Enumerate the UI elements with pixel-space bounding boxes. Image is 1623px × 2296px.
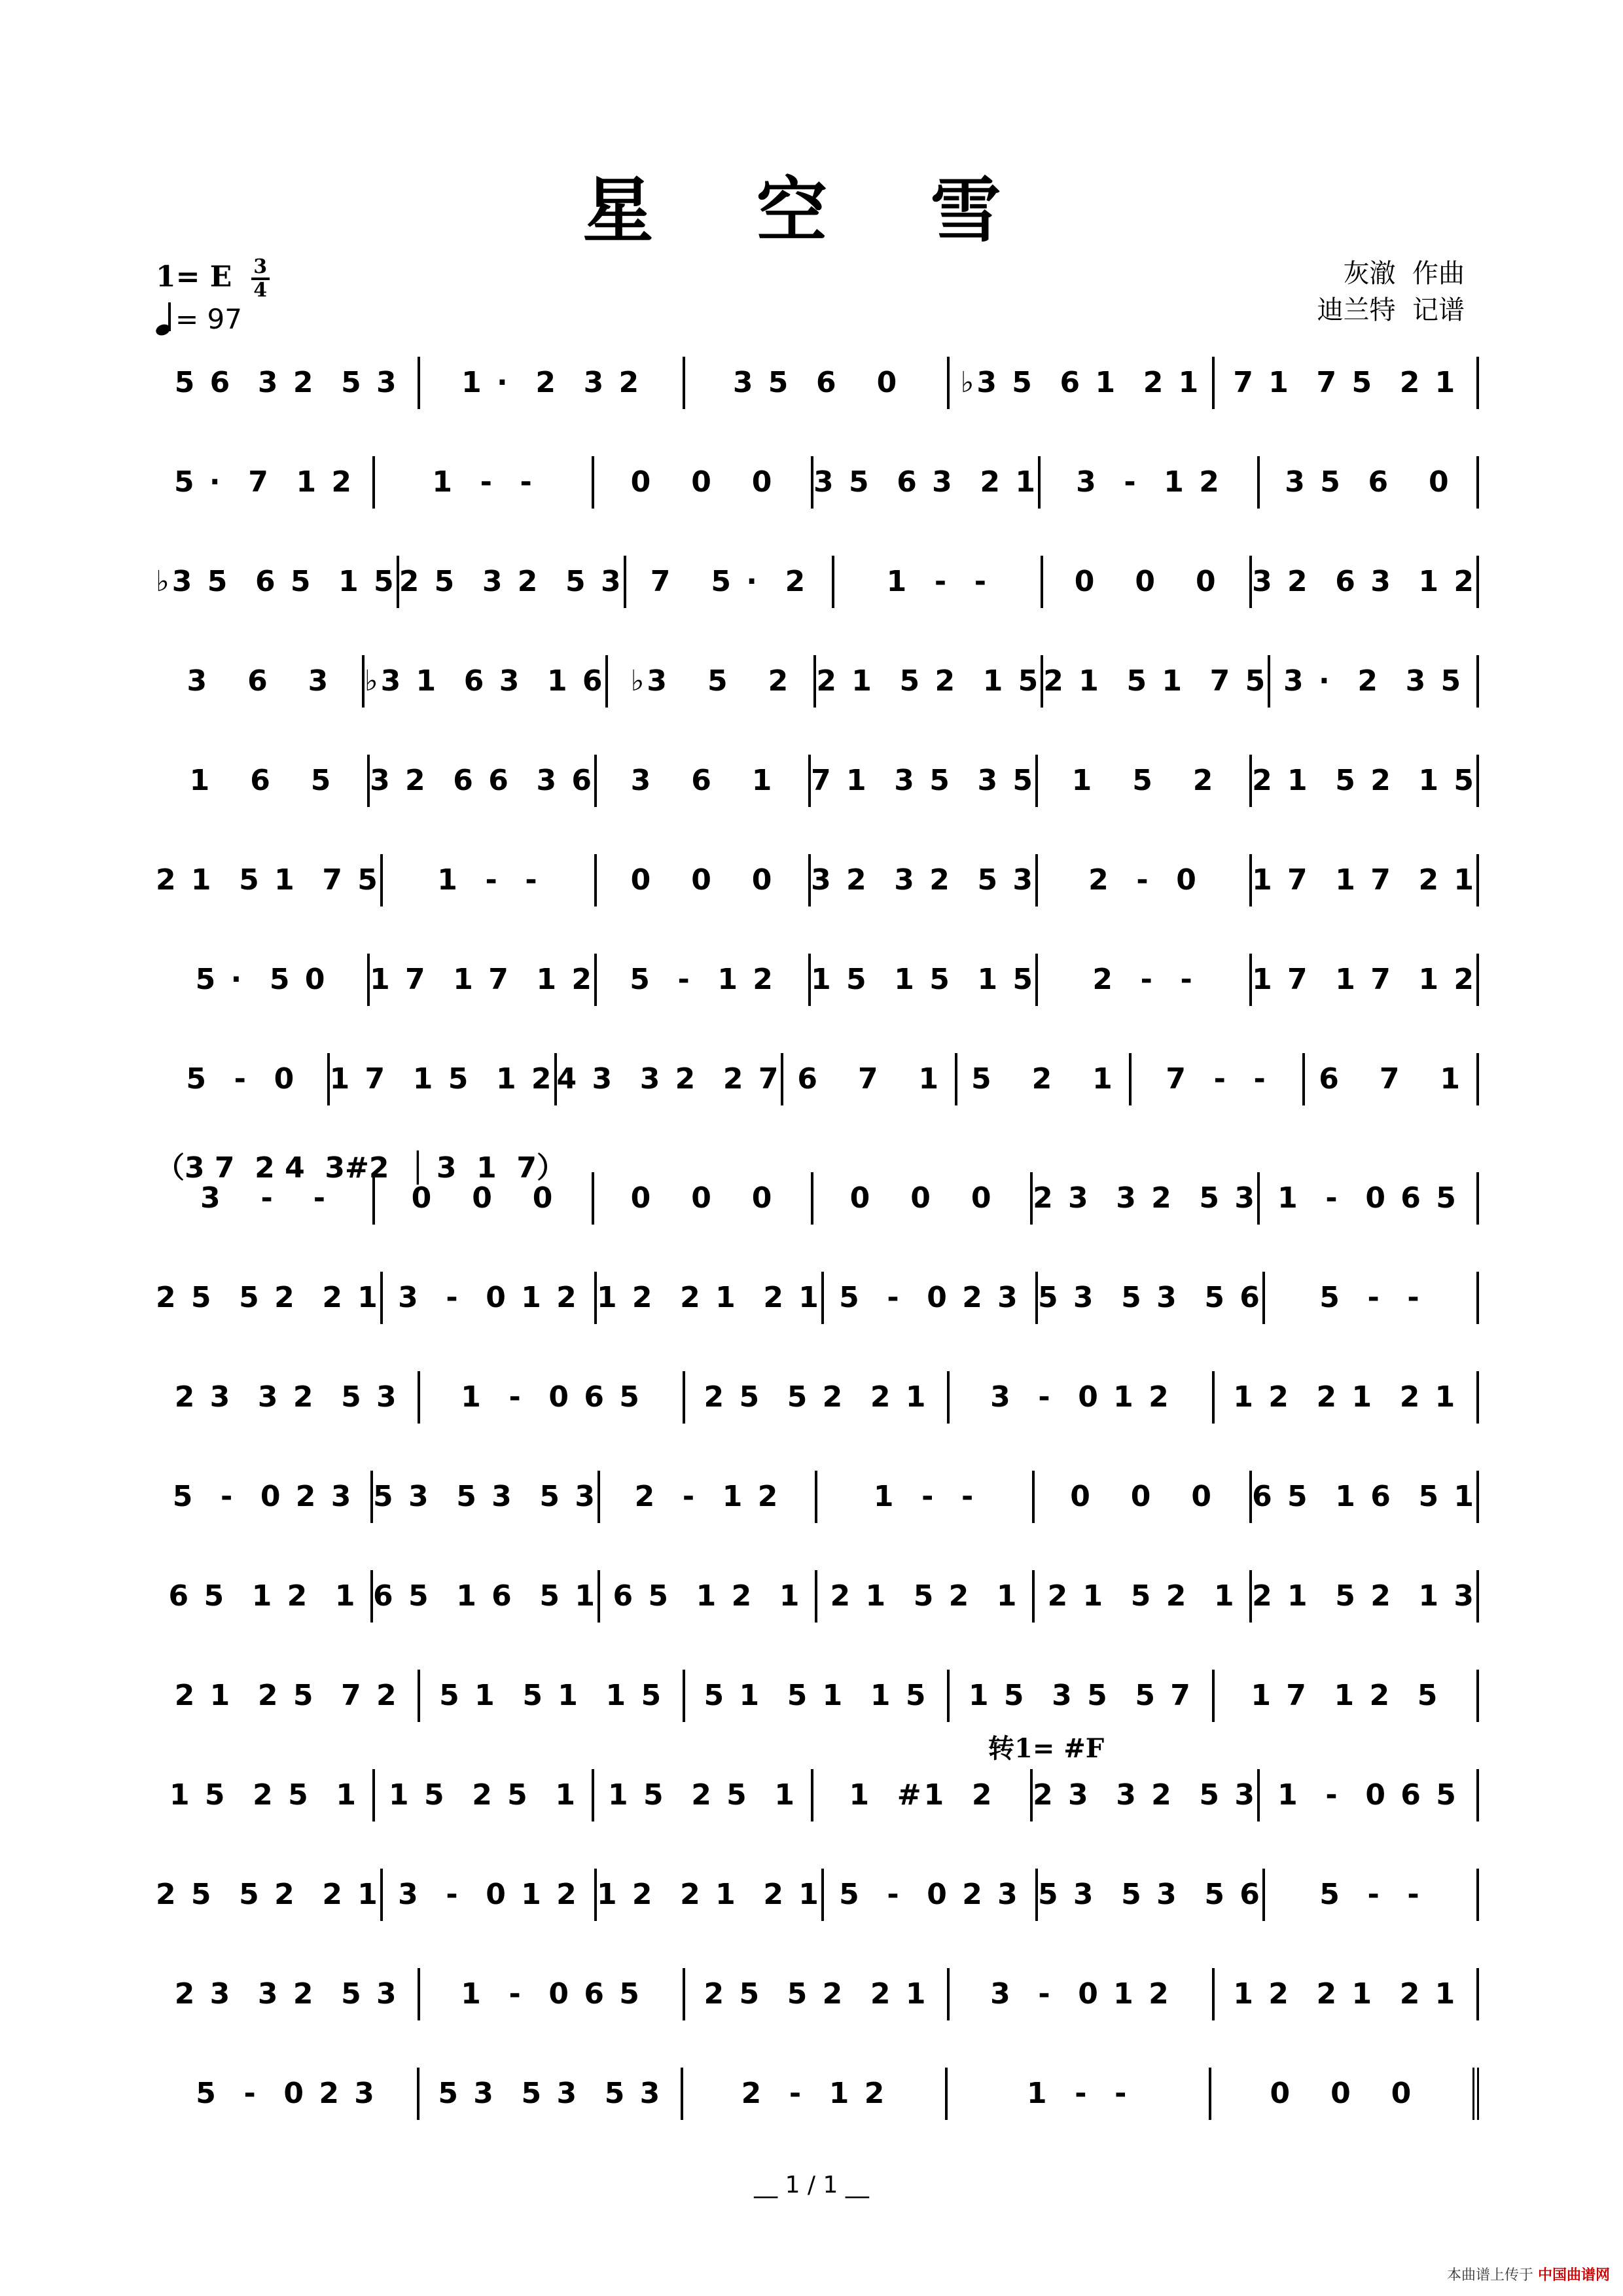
score-line: [156, 1670, 1479, 1722]
footer-text: 本曲谱上传于: [1446, 2267, 1533, 2284]
score-line-text: [156, 2068, 1479, 2120]
measure: 5 6 3 2 5 3: [156, 357, 420, 409]
score-line: [156, 1272, 1479, 1324]
score-line-text: [156, 1670, 1479, 1722]
measure: 5 · 5 0: [156, 954, 370, 1006]
footer-site: 中国曲谱网: [1537, 2267, 1610, 2284]
score-line: [156, 456, 1479, 509]
key-signature: [156, 257, 270, 301]
measure: 3 - 0 1 2: [383, 1869, 597, 1921]
measure: 1 - 0 6 5: [420, 1371, 685, 1424]
score-line: [156, 556, 1479, 608]
measure: 2 3 3 2 5 3: [1033, 1172, 1260, 1225]
measure: 5 3 5 3 5 3: [419, 2068, 683, 2120]
measure: 1 5 1 5 1 5: [811, 954, 1038, 1006]
measure: 5 1 5 1 1 5: [685, 1670, 950, 1722]
measure: 3 5 6 3 2 1: [813, 456, 1041, 509]
measure: 1 · 2 3 2: [420, 357, 685, 409]
measure: ♭3 5 6 5 1 5: [156, 556, 399, 608]
score-line-text: [156, 357, 1479, 409]
measure: 2 1 5 2 1 5: [816, 655, 1043, 708]
score-line-text: [156, 954, 1479, 1006]
score-line: [156, 1053, 1479, 1105]
site-footer: [1447, 2264, 1610, 2284]
score-line-text: [156, 755, 1479, 807]
measure: 0 0 0: [594, 456, 813, 509]
measure: 7 1 7 5 2 1: [1215, 357, 1479, 409]
measure: 3 5 6 0: [685, 357, 950, 409]
measure: 5 · 7 1 2: [156, 456, 375, 509]
score-line-text: [156, 1570, 1479, 1623]
measure: 5 1 5 1 1 5: [420, 1670, 685, 1722]
measure: ♭3 5 6 1 2 1: [950, 357, 1214, 409]
measure: ♭3 5 2: [608, 655, 817, 708]
score-title: 星 空 雪: [582, 170, 1041, 252]
measure: 6 5 1 2 1: [600, 1570, 817, 1623]
measure: 5 3 5 3 5 3: [373, 1471, 600, 1523]
measure: 7 1 3 5 3 5: [811, 755, 1038, 807]
measure: 5 - 0 2 3: [156, 1471, 373, 1523]
measure: 1 - -: [817, 1471, 1035, 1523]
measure: 2 3 3 2 5 3: [156, 1371, 420, 1424]
measure: ♭3 1 6 3 1 6: [365, 655, 608, 708]
score-line: [156, 954, 1479, 1006]
measure: 2 1 5 1 7 5: [1043, 655, 1270, 708]
measure: 5 - 0 2 3: [156, 2068, 419, 2120]
measure: 2 - 1 2: [683, 2068, 947, 2120]
measure: 2 5 5 2 2 1: [156, 1272, 383, 1324]
measure: 2 5 5 2 2 1: [685, 1371, 950, 1424]
measure: 1 7 1 2 5: [1215, 1670, 1479, 1722]
measure: 0 0 0: [1035, 1471, 1252, 1523]
measure: 5 - 1 2: [597, 954, 811, 1006]
measure: 1 5 2 5 1: [594, 1769, 813, 1821]
measure: 0 0 0: [375, 1172, 594, 1225]
score-line-text: [156, 854, 1479, 906]
measure: 0 0 0: [594, 1172, 813, 1225]
measure: 3 - -: [156, 1172, 375, 1225]
score-line-text: [156, 1769, 1479, 1821]
measure: 3 - 0 1 2: [950, 1371, 1214, 1424]
measure: 1 - 0 6 5: [1260, 1172, 1479, 1225]
measure: 3 2 6 3 1 2: [1252, 556, 1479, 608]
score-line-text: [156, 456, 1479, 509]
measure: 1 5 2 5 1: [375, 1769, 594, 1821]
measure: 1 - 0 6 5: [1260, 1769, 1479, 1821]
score-line-text: [156, 556, 1479, 608]
measure: 2 - -: [1038, 954, 1252, 1006]
measure: 1 7 1 7 1 2: [370, 954, 597, 1006]
measure: 6 7 1: [1305, 1053, 1479, 1105]
tempo-value: = 97: [175, 303, 242, 335]
measure: 3 - 0 1 2: [383, 1272, 597, 1324]
measure: 2 1 5 2 1 3: [1252, 1570, 1479, 1623]
time-signature-bottom: 4: [253, 279, 268, 302]
measure: 7 5 · 2: [626, 556, 835, 608]
measure: 1 7 1 5 1 2: [330, 1053, 557, 1105]
measure: 1 2 2 1 2 1: [597, 1869, 824, 1921]
measure: 5 2 1: [957, 1053, 1132, 1105]
measure: 3 2 6 6 3 6: [370, 755, 597, 807]
measure: 1 2 2 1 2 1: [1215, 1371, 1479, 1424]
measure: 2 - 0: [1038, 854, 1252, 906]
score-line: [156, 357, 1479, 409]
measure: 6 7 1: [783, 1053, 957, 1105]
measure: 1 6 5: [156, 755, 370, 807]
measure: 3 2 3 2 5 3: [811, 854, 1038, 906]
score-line: [156, 854, 1479, 906]
score-line-text: [156, 1053, 1479, 1105]
measure: 1 7 1 7 2 1: [1252, 854, 1479, 906]
measure: 2 1 5 2 1: [817, 1570, 1035, 1623]
measure: 2 5 5 2 2 1: [685, 1968, 950, 2020]
measure: 5 3 5 3 5 6: [1038, 1272, 1265, 1324]
quarter-note-icon: [156, 302, 175, 335]
score-line-text: [156, 1471, 1479, 1523]
score-line: [156, 655, 1479, 708]
time-signature: [251, 257, 270, 301]
measure: 1 5 3 5 5 7: [950, 1670, 1214, 1722]
measure: 1 - -: [383, 854, 597, 906]
measure: 1 2 2 1 2 1: [597, 1272, 824, 1324]
measure: 3 · 2 3 5: [1270, 655, 1479, 708]
measure: 5 - -: [1265, 1869, 1479, 1921]
score-line: [156, 1570, 1479, 1623]
score-line-text: [156, 1272, 1479, 1324]
measure: 3 6 3: [156, 655, 365, 708]
measure: 1 2 2 1 2 1: [1215, 1968, 1479, 2020]
measure: 3 6 1: [597, 755, 811, 807]
measure: 2 3 3 2 5 3: [1033, 1769, 1260, 1821]
measure: 2 3 3 2 5 3: [156, 1968, 420, 2020]
measure: 1 5 2 5 1: [156, 1769, 375, 1821]
score-line-text: [156, 1968, 1479, 2020]
measure: 7 - -: [1132, 1053, 1306, 1105]
modulation-marking: 转1= #F: [988, 1733, 1105, 1764]
measure: 2 1 5 2 1 5: [1252, 755, 1479, 807]
measure: 5 - -: [1265, 1272, 1479, 1324]
measure: 4 3 3 2 2 7: [557, 1053, 784, 1105]
measure: 0 0 0: [813, 1172, 1033, 1225]
score-line-text: [156, 1371, 1479, 1424]
score-line: [156, 1869, 1479, 1921]
score-line-text: [156, 1869, 1479, 1921]
measure: 2 - 1 2: [600, 1471, 817, 1523]
score-line-text: [156, 655, 1479, 708]
measure: 2 1 5 2 1: [1035, 1570, 1252, 1623]
parenthetical-notes: （3 7 2 4 3#2 │ 3 1 7）: [156, 1151, 566, 1185]
score-line: [156, 1968, 1479, 2020]
measure: 1 7 1 7 1 2: [1252, 954, 1479, 1006]
measure: 5 - 0 2 3: [824, 1869, 1038, 1921]
measure: 2 5 5 2 2 1: [156, 1869, 383, 1921]
measure: 5 - 0: [156, 1053, 330, 1105]
measure: 1 - -: [375, 456, 594, 509]
score-line: [156, 1769, 1479, 1821]
measure: 2 1 2 5 7 2: [156, 1670, 420, 1722]
transcriber-credit: 迪兰特 记谱: [1317, 295, 1465, 325]
key-label: 1= E: [156, 260, 232, 294]
measure: 3 - 0 1 2: [950, 1968, 1214, 2020]
measure: 1 5 2: [1038, 755, 1252, 807]
measure: 5 - 0 2 3: [824, 1272, 1038, 1324]
score-line: [156, 1471, 1479, 1523]
measure: 3 - 1 2: [1041, 456, 1260, 509]
measure: 1 - -: [834, 556, 1043, 608]
time-signature-top: 3: [253, 255, 268, 278]
measure: 5 3 5 3 5 6: [1038, 1869, 1265, 1921]
measure: 6 5 1 6 5 1: [373, 1570, 600, 1623]
score-line: [156, 2068, 1479, 2120]
score-line: [156, 755, 1479, 807]
measure: 0 0 0: [1043, 556, 1252, 608]
measure: 1 - -: [948, 2068, 1211, 2120]
measure: 6 5 1 6 5 1: [1252, 1471, 1479, 1523]
credits: [1317, 255, 1465, 329]
composer-credit: 灰澈 作曲: [1343, 259, 1465, 289]
measure: 0 0 0: [597, 854, 811, 906]
score-line: [156, 1371, 1479, 1424]
measure: 3 5 6 0: [1260, 456, 1479, 509]
measure: 1 #1 2: [813, 1769, 1033, 1821]
measure: 1 - 0 6 5: [420, 1968, 685, 2020]
measure: 0 0 0: [1211, 2068, 1479, 2120]
measure: 2 1 5 1 7 5: [156, 854, 383, 906]
measure: 6 5 1 2 1: [156, 1570, 373, 1623]
page-number: __ 1 / 1 __: [754, 2172, 869, 2198]
measure: 2 5 3 2 5 3: [399, 556, 626, 608]
tempo-marking: [156, 302, 242, 335]
